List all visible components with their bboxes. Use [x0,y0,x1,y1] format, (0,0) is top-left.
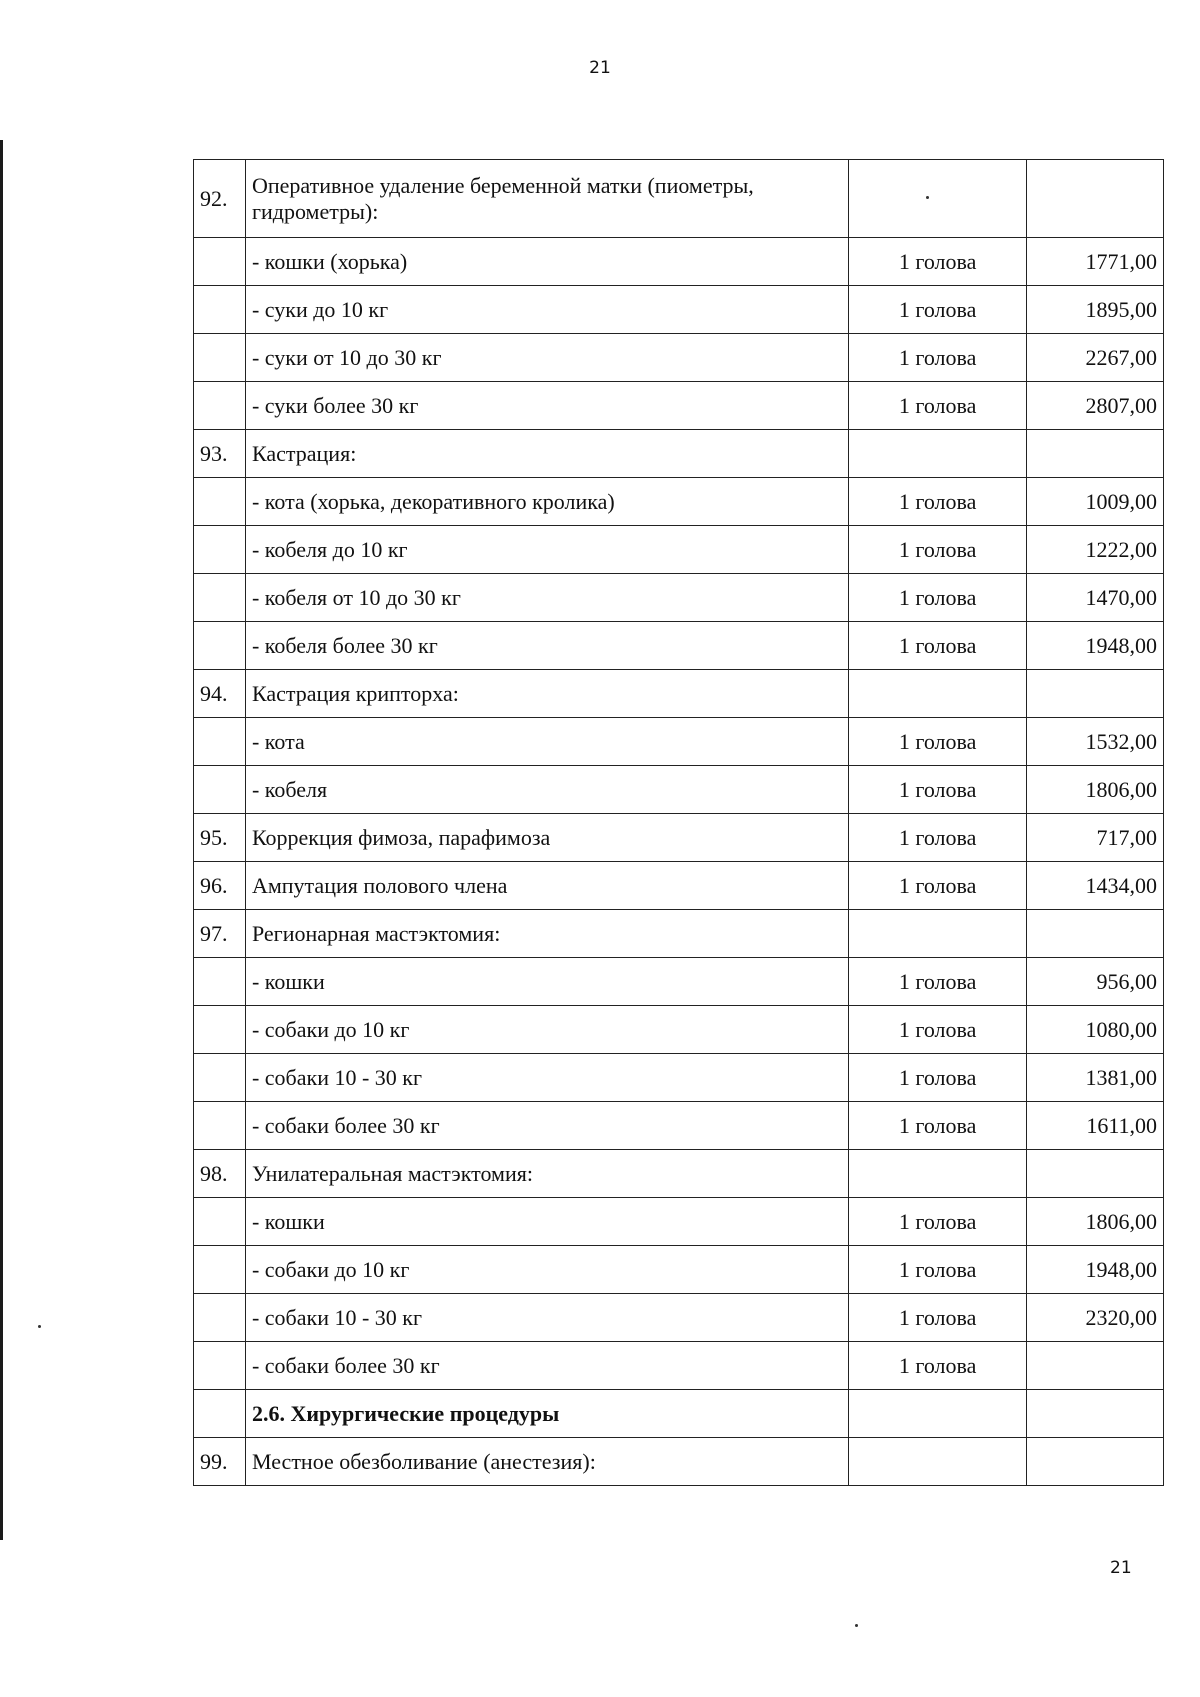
row-number-cell: 95. [194,814,246,862]
row-number-cell [194,1342,246,1390]
table-row [194,238,1164,286]
unit-cell: 1 голова [849,1198,1027,1246]
price-cell [1027,910,1164,958]
table-row [194,286,1164,334]
scan-speck [926,196,929,199]
service-name-cell: Местное обезболивание (анестезия): [245,1438,848,1486]
price-cell [1027,1150,1164,1198]
service-name-cell: Оперативное удаление беременной матки (пиометры, гидрометры): [245,160,848,238]
unit-cell: 1 голова [849,1006,1027,1054]
table-row [194,1294,1164,1342]
service-name-cell: Унилатеральная мастэктомия: [245,1150,848,1198]
service-name-cell: - кобеля более 30 кг [245,622,848,670]
unit-cell [849,910,1027,958]
table-row [194,430,1164,478]
row-number-cell [194,1390,246,1438]
table-row [194,382,1164,430]
service-name-cell: Коррекция фимоза, парафимоза [245,814,848,862]
row-number-cell: 96. [194,862,246,910]
service-name-cell: - собаки более 30 кг [245,1342,848,1390]
price-cell: 2320,00 [1027,1294,1164,1342]
service-name-cell: - собаки до 10 кг [245,1006,848,1054]
unit-cell: 1 голова [849,526,1027,574]
unit-cell: 1 голова [849,718,1027,766]
table-row [194,862,1164,910]
table-row [194,670,1164,718]
row-number-cell: 98. [194,1150,246,1198]
unit-cell: 1 голова [849,958,1027,1006]
row-number-cell [194,574,246,622]
section-row [194,1390,1164,1438]
service-name-cell: - кобеля до 10 кг [245,526,848,574]
unit-cell: 1 голова [849,478,1027,526]
service-name-cell: - суки более 30 кг [245,382,848,430]
row-number-cell: 94. [194,670,246,718]
service-name-cell: Регионарная мастэктомия: [245,910,848,958]
row-number-cell [194,382,246,430]
price-cell: 1434,00 [1027,862,1164,910]
service-name-cell: - кобеля [245,766,848,814]
table-row [194,160,1164,238]
unit-cell: 1 голова [849,1246,1027,1294]
row-number-cell [194,334,246,382]
price-cell: 1611,00 [1027,1102,1164,1150]
row-number-cell [194,958,246,1006]
table-row [194,334,1164,382]
table-row [194,526,1164,574]
price-cell: 1948,00 [1027,1246,1164,1294]
unit-cell [849,430,1027,478]
unit-cell: 1 голова [849,574,1027,622]
table-row [194,1054,1164,1102]
table-row [194,814,1164,862]
table-row [194,1102,1164,1150]
row-number-cell [194,1294,246,1342]
table-row [194,1438,1164,1486]
row-number-cell [194,718,246,766]
price-cell [1027,1342,1164,1390]
service-name-cell: - кошки [245,1198,848,1246]
service-name-cell: - суки до 10 кг [245,286,848,334]
price-cell: 1009,00 [1027,478,1164,526]
service-name-cell: - кобеля от 10 до 30 кг [245,574,848,622]
price-cell [1027,430,1164,478]
row-number-cell [194,1006,246,1054]
scan-speck [38,1325,41,1328]
service-name-cell: - собаки более 30 кг [245,1102,848,1150]
table-row [194,718,1164,766]
table-row [194,1246,1164,1294]
price-cell: 2807,00 [1027,382,1164,430]
row-number-cell [194,1054,246,1102]
service-name-cell: Ампутация полового члена [245,862,848,910]
table-row [194,478,1164,526]
service-name-cell: 2.6. Хирургические процедуры [245,1390,848,1438]
unit-cell: 1 голова [849,814,1027,862]
table-row [194,574,1164,622]
row-number-cell [194,1102,246,1150]
row-number-cell [194,1198,246,1246]
row-number-cell: 97. [194,910,246,958]
unit-cell [849,1390,1027,1438]
price-cell [1027,670,1164,718]
unit-cell: 1 голова [849,382,1027,430]
unit-cell: 1 голова [849,1054,1027,1102]
row-number-cell: 99. [194,1438,246,1486]
unit-cell [849,670,1027,718]
service-name-cell: - собаки до 10 кг [245,1246,848,1294]
unit-cell [849,160,1027,238]
page-number-top: 21 [589,58,611,78]
price-cell: 1080,00 [1027,1006,1164,1054]
table-row [194,622,1164,670]
price-cell: 956,00 [1027,958,1164,1006]
table-row [194,958,1164,1006]
price-cell: 717,00 [1027,814,1164,862]
price-table [193,159,1164,1486]
row-number-cell: 92. [194,160,246,238]
price-cell: 1895,00 [1027,286,1164,334]
service-name-cell: - кошки [245,958,848,1006]
unit-cell [849,1150,1027,1198]
price-cell: 1948,00 [1027,622,1164,670]
price-table-body [194,160,1164,1486]
scan-speck [855,1624,858,1627]
scan-edge-mark [0,140,3,1540]
row-number-cell [194,478,246,526]
table-row [194,1198,1164,1246]
row-number-cell: 93. [194,430,246,478]
unit-cell: 1 голова [849,862,1027,910]
unit-cell: 1 голова [849,286,1027,334]
price-cell: 1806,00 [1027,1198,1164,1246]
table-row [194,1006,1164,1054]
unit-cell: 1 голова [849,622,1027,670]
table-row [194,1150,1164,1198]
service-name-cell: - кота [245,718,848,766]
service-name-cell: - собаки 10 - 30 кг [245,1054,848,1102]
unit-cell: 1 голова [849,334,1027,382]
row-number-cell [194,286,246,334]
price-cell: 1532,00 [1027,718,1164,766]
page-number-bottom: 21 [1110,1558,1132,1578]
price-cell [1027,1390,1164,1438]
unit-cell: 1 голова [849,238,1027,286]
price-cell: 1470,00 [1027,574,1164,622]
service-name-cell: - кота (хорька, декоративного кролика) [245,478,848,526]
service-name-cell: Кастрация: [245,430,848,478]
unit-cell: 1 голова [849,1342,1027,1390]
row-number-cell [194,622,246,670]
price-cell: 1806,00 [1027,766,1164,814]
unit-cell: 1 голова [849,1294,1027,1342]
table-row [194,1342,1164,1390]
unit-cell: 1 голова [849,1102,1027,1150]
table-row [194,766,1164,814]
unit-cell [849,1438,1027,1486]
unit-cell: 1 голова [849,766,1027,814]
price-cell [1027,160,1164,238]
row-number-cell [194,1246,246,1294]
price-cell [1027,1438,1164,1486]
service-name-cell: - суки от 10 до 30 кг [245,334,848,382]
row-number-cell [194,766,246,814]
service-name-cell: - собаки 10 - 30 кг [245,1294,848,1342]
row-number-cell [194,526,246,574]
price-cell: 1222,00 [1027,526,1164,574]
service-name-cell: - кошки (хорька) [245,238,848,286]
row-number-cell [194,238,246,286]
table-row [194,910,1164,958]
price-cell: 1381,00 [1027,1054,1164,1102]
price-cell: 1771,00 [1027,238,1164,286]
service-name-cell: Кастрация крипторха: [245,670,848,718]
price-cell: 2267,00 [1027,334,1164,382]
